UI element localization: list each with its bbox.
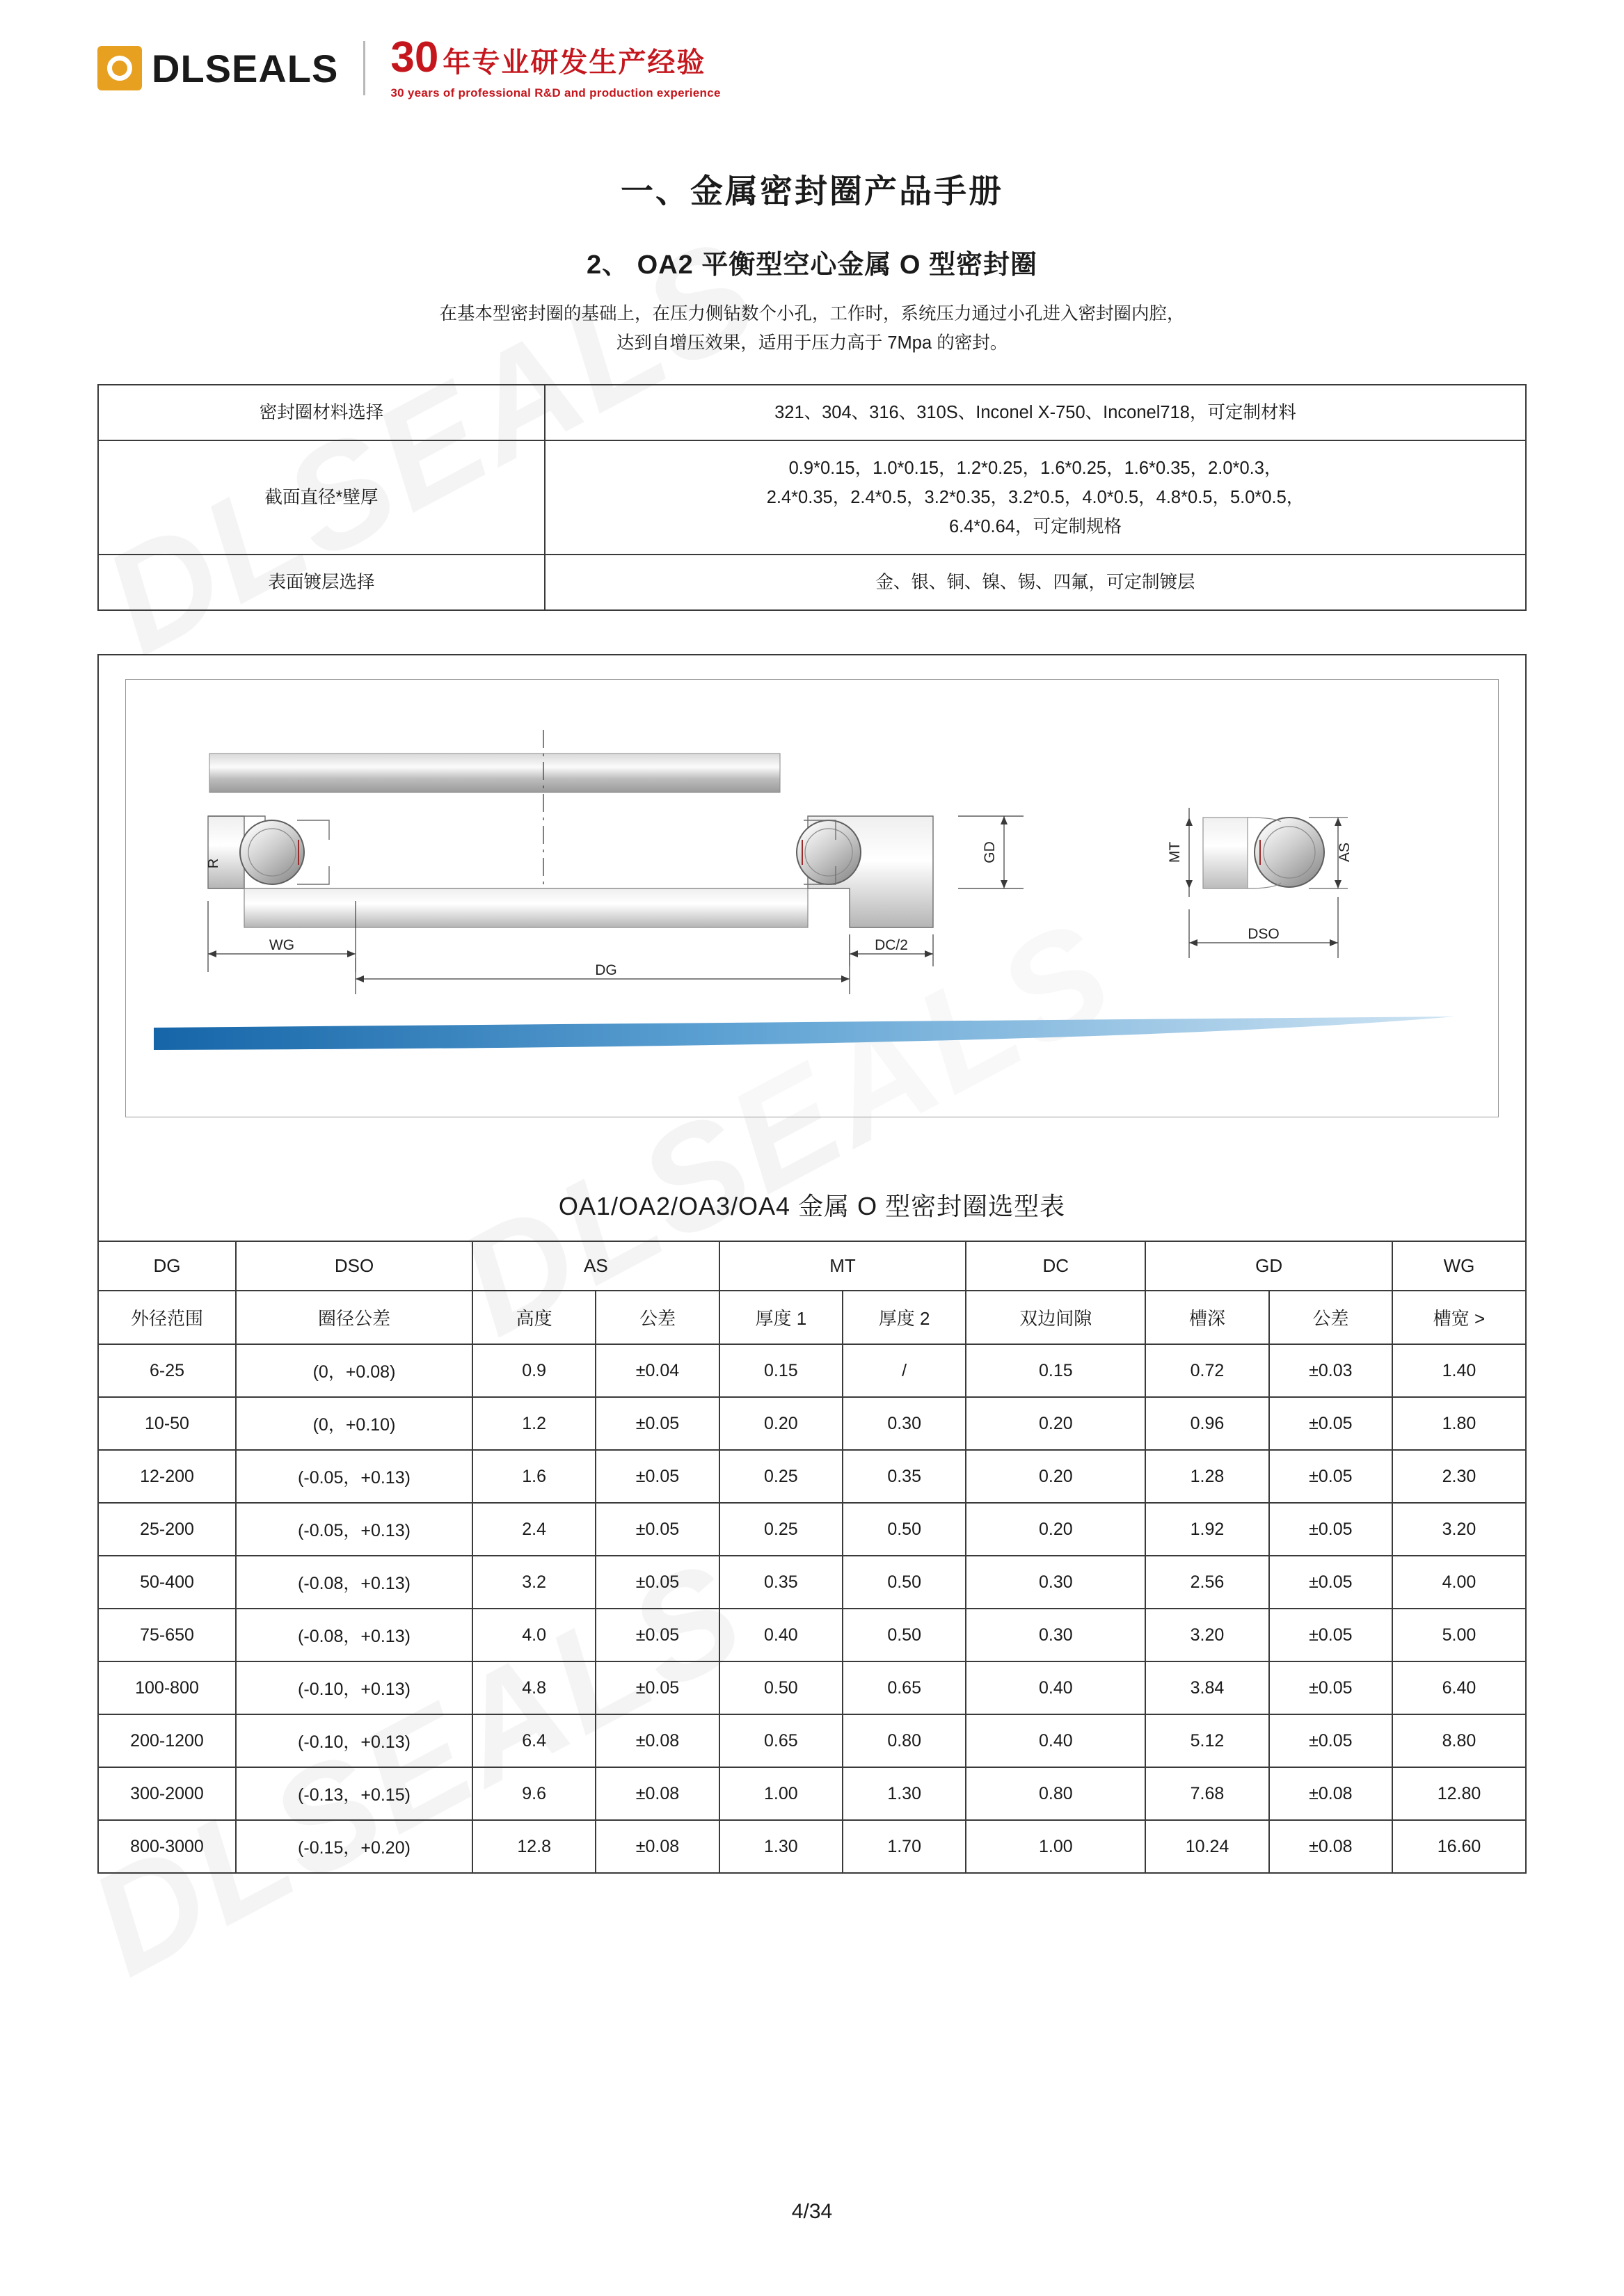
cell-dc: 0.15: [966, 1344, 1145, 1397]
cell-mt1: 0.65: [719, 1714, 843, 1767]
cell-wg: 12.80: [1392, 1767, 1526, 1820]
cell-gd-depth: 1.28: [1145, 1450, 1268, 1503]
cell-as-tol: ±0.08: [596, 1767, 719, 1820]
spec-value-line: 6.4*0.64，可定制规格: [948, 517, 1122, 537]
label-mt: MT: [1167, 842, 1183, 863]
spec-label: 密封圈材料选择: [98, 385, 545, 440]
cell-gd-tol: ±0.08: [1269, 1820, 1392, 1873]
cell-as-tol: ±0.05: [596, 1661, 719, 1714]
cell-as-height: 1.6: [472, 1450, 596, 1503]
subheader-mt2: 厚度 2: [843, 1291, 966, 1344]
cell-as-tol: ±0.05: [596, 1609, 719, 1661]
page-title: 一、金属密封圈产品手册: [621, 173, 1003, 209]
header-dc: DC: [966, 1241, 1145, 1291]
cell-dso: (-0.13，+0.15): [236, 1767, 472, 1820]
cell-wg: 1.80: [1392, 1397, 1526, 1450]
page-header: [97, 0, 1527, 125]
cell-as-height: 4.0: [472, 1609, 596, 1661]
header-wg: WG: [1392, 1241, 1526, 1291]
cell-mt2: 0.50: [843, 1556, 966, 1609]
cell-dso: (-0.10，+0.13): [236, 1714, 472, 1767]
cell-gd-tol: ±0.05: [1269, 1397, 1392, 1450]
cell-mt1: 0.25: [719, 1503, 843, 1556]
subheader-mt1: 厚度 1: [719, 1291, 843, 1344]
cell-gd-depth: 3.20: [1145, 1609, 1268, 1661]
spec-value: [545, 385, 1526, 440]
cell-mt2: 0.35: [843, 1450, 966, 1503]
brand-logo: [97, 33, 1527, 100]
subheader-as-tol: 公差: [596, 1291, 719, 1344]
cell-mt1: 0.20: [719, 1397, 843, 1450]
cell-mt2: 1.70: [843, 1820, 966, 1873]
cell-mt2: 0.30: [843, 1397, 966, 1450]
cell-dg: 10-50: [98, 1397, 236, 1450]
cell-mt1: 0.35: [719, 1556, 843, 1609]
subheader-dg: 外径范围: [98, 1291, 236, 1344]
cell-wg: 1.40: [1392, 1344, 1526, 1397]
table-row: [98, 1714, 1526, 1767]
label-r: R: [206, 859, 221, 869]
selection-table: [97, 1241, 1527, 1874]
table-row: [98, 1661, 1526, 1714]
cell-dso: (0，+0.10): [236, 1397, 472, 1450]
label-wg: WG: [269, 937, 295, 954]
cell-dso: (0，+0.08): [236, 1344, 472, 1397]
cell-mt1: 0.25: [719, 1450, 843, 1503]
label-gd: GD: [982, 841, 998, 864]
cell-wg: 6.40: [1392, 1661, 1526, 1714]
cell-as-tol: ±0.05: [596, 1503, 719, 1556]
cell-mt2: 0.80: [843, 1714, 966, 1767]
table-row: [98, 1503, 1526, 1556]
cell-dc: 0.20: [966, 1397, 1145, 1450]
table-row: [98, 1556, 1526, 1609]
page-footer: 4/34: [791, 2200, 833, 2223]
cell-gd-depth: 0.72: [1145, 1344, 1268, 1397]
table-row: [98, 440, 1526, 555]
cell-wg: 8.80: [1392, 1714, 1526, 1767]
cell-as-tol: ±0.05: [596, 1556, 719, 1609]
table-row: [98, 1820, 1526, 1873]
subheader-wg: 槽宽 >: [1392, 1291, 1526, 1344]
table-row: [98, 1767, 1526, 1820]
cell-dc: 0.30: [966, 1556, 1145, 1609]
cell-gd-tol: ±0.05: [1269, 1661, 1392, 1714]
table-row: [98, 1397, 1526, 1450]
cell-mt2: 0.50: [843, 1609, 966, 1661]
header-dg: DG: [98, 1241, 236, 1291]
cell-dc: 0.30: [966, 1609, 1145, 1661]
spec-value: [545, 555, 1526, 610]
cell-as-height: 6.4: [472, 1714, 596, 1767]
cell-mt2: 0.50: [843, 1503, 966, 1556]
cell-gd-depth: 1.92: [1145, 1503, 1268, 1556]
cell-dg: 50-400: [98, 1556, 236, 1609]
cell-gd-depth: 10.24: [1145, 1820, 1268, 1873]
cell-gd-tol: ±0.03: [1269, 1344, 1392, 1397]
cell-gd-depth: 7.68: [1145, 1767, 1268, 1820]
table-row: [98, 555, 1526, 610]
cell-gd-depth: 0.96: [1145, 1397, 1268, 1450]
header-as: AS: [472, 1241, 719, 1291]
cell-as-height: 3.2: [472, 1556, 596, 1609]
spec-value-line: 0.9*0.15，1.0*0.15，1.2*0.25，1.6*0.25，1.6*0.35，2.0*0.3，: [788, 459, 1282, 479]
cell-gd-depth: 3.84: [1145, 1661, 1268, 1714]
cell-gd-tol: ±0.08: [1269, 1767, 1392, 1820]
label-dg: DG: [595, 962, 617, 979]
section-intro: [97, 299, 1527, 358]
cell-mt1: 0.40: [719, 1609, 843, 1661]
cell-gd-tol: ±0.05: [1269, 1714, 1392, 1767]
ring-logo-icon: [97, 46, 142, 90]
cell-gd-tol: ±0.05: [1269, 1556, 1392, 1609]
subheader-dso: 圈径公差: [236, 1291, 472, 1344]
cell-dg: 6-25: [98, 1344, 236, 1397]
logo-mark: [97, 46, 338, 91]
cell-wg: 5.00: [1392, 1609, 1526, 1661]
cell-as-height: 4.8: [472, 1661, 596, 1714]
slogan-number: 30: [390, 33, 439, 81]
cell-dso: (-0.10，+0.13): [236, 1661, 472, 1714]
cell-mt2: 1.30: [843, 1767, 966, 1820]
subheader-dc: 双边间隙: [966, 1291, 1145, 1344]
cell-dg: 75-650: [98, 1609, 236, 1661]
cell-as-tol: ±0.05: [596, 1397, 719, 1450]
technical-drawing-inner: [125, 679, 1499, 1117]
spec-value-line: 2.4*0.35，2.4*0.5，3.2*0.35，3.2*0.5，4.0*0.5，4.8*0.5，5.0*0.5，: [766, 488, 1305, 508]
cell-dc: 0.80: [966, 1767, 1145, 1820]
cell-dc: 0.40: [966, 1661, 1145, 1714]
cell-mt1: 0.50: [719, 1661, 843, 1714]
spec-label: 截面直径*壁厚: [98, 440, 545, 555]
cell-as-tol: ±0.04: [596, 1344, 719, 1397]
technical-drawing-panel: [97, 654, 1527, 1169]
cell-dg: 800-3000: [98, 1820, 236, 1873]
cell-as-tol: ±0.08: [596, 1714, 719, 1767]
cell-mt2: 0.65: [843, 1661, 966, 1714]
cell-mt1: 0.15: [719, 1344, 843, 1397]
subheader-gd-tol: 公差: [1269, 1291, 1392, 1344]
selection-table-title: OA1/OA2/OA3/OA4 金属 O 型密封圈选型表: [558, 1192, 1066, 1221]
slogan-english: 30 years of professional R&D and production experience: [390, 86, 721, 99]
cell-wg: 3.20: [1392, 1503, 1526, 1556]
spec-value-line: 金、银、铜、镍、锡、四氟，可定制镀层: [875, 573, 1195, 593]
slogan-block: [390, 33, 721, 100]
cell-as-height: 2.4: [472, 1503, 596, 1556]
cell-as-height: 0.9: [472, 1344, 596, 1397]
intro-line-2: 达到自增压效果，适用于压力高于 7Mpa 的密封。: [616, 333, 1008, 353]
cell-mt1: 1.30: [719, 1820, 843, 1873]
cell-dg: 12-200: [98, 1450, 236, 1503]
intro-line-1: 在基本型密封圈的基础上，在压力侧钻数个小孔，工作时，系统压力通过小孔进入密封圈内腔，: [439, 304, 1185, 324]
table-row: [98, 1609, 1526, 1661]
cell-wg: 4.00: [1392, 1556, 1526, 1609]
table-row: [98, 1344, 1526, 1397]
cell-dso: (-0.05，+0.13): [236, 1450, 472, 1503]
label-as: AS: [1337, 843, 1353, 863]
cell-dso: (-0.05，+0.13): [236, 1503, 472, 1556]
cell-gd-tol: ±0.05: [1269, 1503, 1392, 1556]
cell-wg: 16.60: [1392, 1820, 1526, 1873]
cell-wg: 2.30: [1392, 1450, 1526, 1503]
table-subheader-row: [98, 1291, 1526, 1344]
cell-mt2: /: [843, 1344, 966, 1397]
cell-gd-tol: ±0.05: [1269, 1450, 1392, 1503]
cell-dc: 0.40: [966, 1714, 1145, 1767]
logo-text: DLSEALS: [152, 46, 339, 90]
cell-dc: 0.20: [966, 1503, 1145, 1556]
cell-dc: 0.20: [966, 1450, 1145, 1503]
label-dc: DC/2: [875, 937, 908, 954]
subheader-as-height: 高度: [472, 1291, 596, 1344]
cell-as-tol: ±0.08: [596, 1820, 719, 1873]
spec-value: [545, 440, 1526, 555]
label-dso: DSO: [1248, 926, 1280, 943]
selection-table-title-bar: [97, 1169, 1527, 1241]
table-row: [98, 1450, 1526, 1503]
cell-dso: (-0.08，+0.13): [236, 1609, 472, 1661]
cell-dso: (-0.08，+0.13): [236, 1556, 472, 1609]
cell-as-height: 1.2: [472, 1397, 596, 1450]
cell-dg: 25-200: [98, 1503, 236, 1556]
cell-dg: 300-2000: [98, 1767, 236, 1820]
specification-table: [97, 384, 1527, 611]
spec-label: 表面镀层选择: [98, 555, 545, 610]
slogan-chinese: 年专业研发生产经验: [443, 47, 706, 78]
cell-as-height: 12.8: [472, 1820, 596, 1873]
cell-as-tol: ±0.05: [596, 1450, 719, 1503]
cell-gd-depth: 2.56: [1145, 1556, 1268, 1609]
cell-dg: 100-800: [98, 1661, 236, 1714]
section-title: 2、 OA2 平衡型空心金属 O 型密封圈: [586, 250, 1038, 280]
cell-dg: 200-1200: [98, 1714, 236, 1767]
table-header-row: [98, 1241, 1526, 1291]
header-dso: DSO: [236, 1241, 472, 1291]
cell-dc: 1.00: [966, 1820, 1145, 1873]
cell-mt1: 1.00: [719, 1767, 843, 1820]
table-row: [98, 385, 1526, 440]
spec-value-line: 321、304、316、310S、Inconel X-750、Inconel718，可定制材料: [774, 403, 1296, 423]
seal-cross-section-diagram: [126, 680, 1498, 1117]
cell-gd-depth: 5.12: [1145, 1714, 1268, 1767]
header-gd: GD: [1145, 1241, 1392, 1291]
header-mt: MT: [719, 1241, 966, 1291]
logo-divider: [363, 41, 365, 95]
cell-as-height: 9.6: [472, 1767, 596, 1820]
cell-gd-tol: ±0.05: [1269, 1609, 1392, 1661]
cell-dso: (-0.15，+0.20): [236, 1820, 472, 1873]
subheader-gd-depth: 槽深: [1145, 1291, 1268, 1344]
